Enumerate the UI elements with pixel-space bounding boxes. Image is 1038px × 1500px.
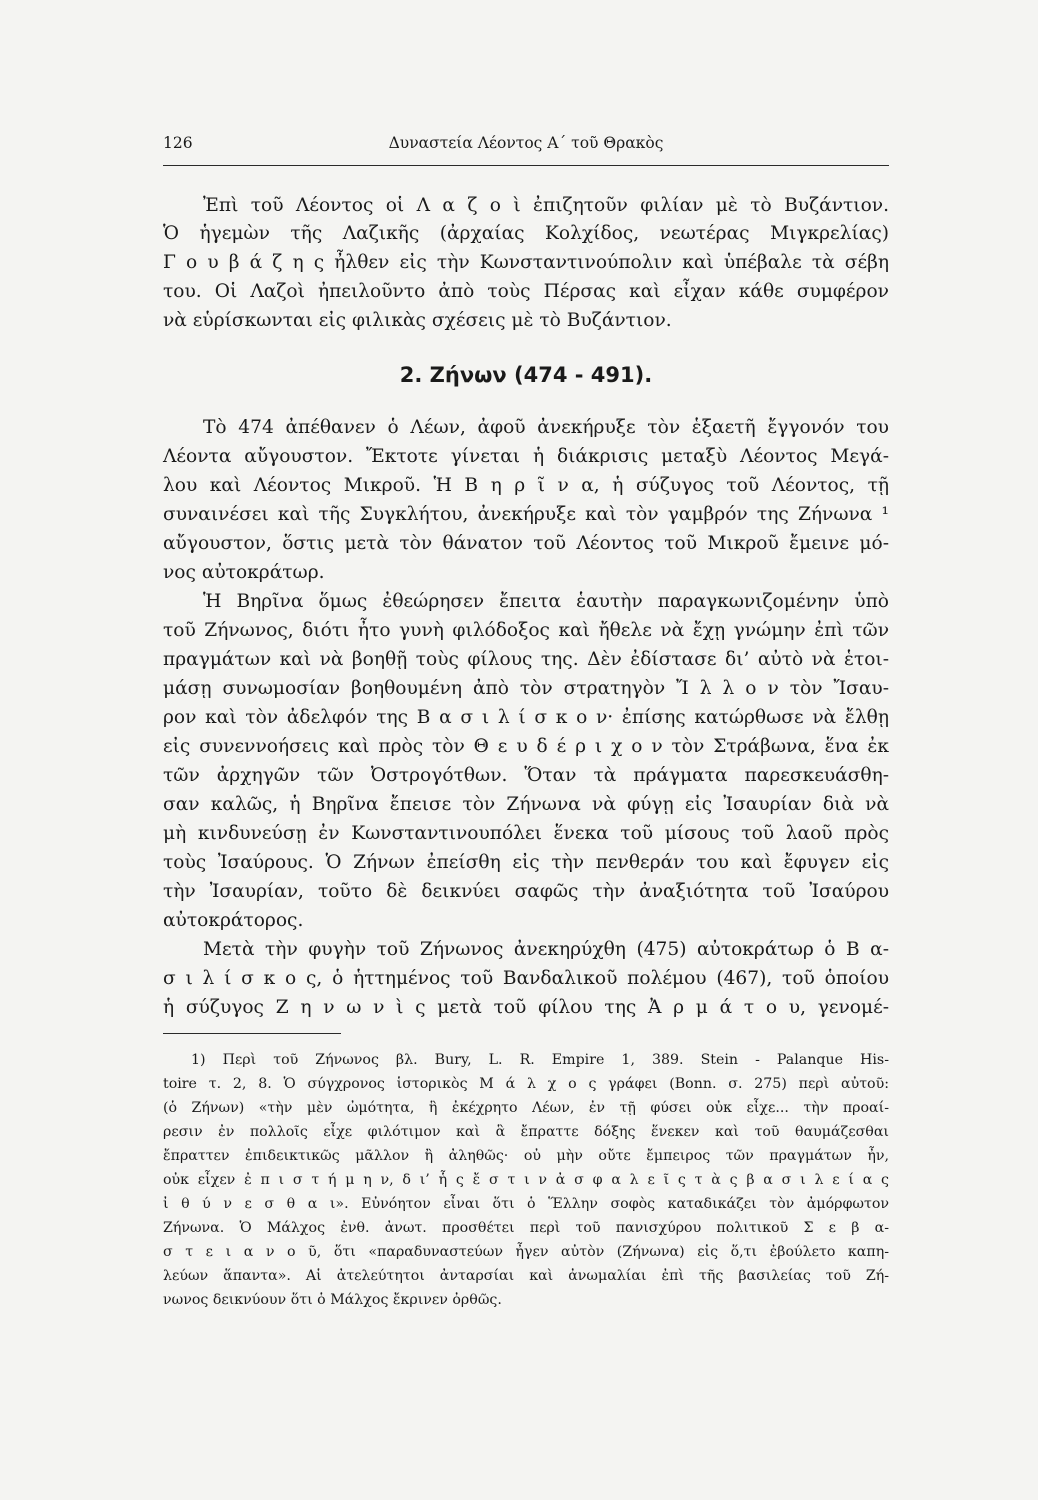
body-line: τὴν Ἰσαυρίαν, τοῦτο δὲ δεικνύει σαφῶς τὴν ἀναξιότητα τοῦ Ἰσαύρου <box>163 881 889 902</box>
footnote-line: ἔπραττεν ἐπιδεικτικῶς μᾶλλον ἢ ἀληθῶς· οὐ μὴν οὔτε ἔμπειρος τῶν πραγμάτων ἦν, <box>163 1148 889 1164</box>
footnote-line: οὐκ εἶχεν ἐ π ι σ τ ή μ η ν, δ ι’ ἧ ς ἔ σ τ ι ν ἀ σ φ α λ ε ῖ ς τ ὰ ς β α σ ι λ ε ί α ς <box>163 1172 889 1188</box>
footnote-line: ρεσιν ἐν πολλοῖς εἶχε φιλότιμον καὶ ἃ ἔπραττε δόξης ἕνεκεν καὶ τοῦ θαυμάζεσθαι <box>163 1124 889 1140</box>
body-line: συναινέσει καὶ τῆς Συγκλήτου, ἀνεκήρυξε καὶ τὸν γαμβρόν της Ζήνωνα ¹ <box>163 504 889 525</box>
body-line: εἰς συνεννοήσεις καὶ πρὸς τὸν Θ ε υ δ έ ρ ι χ ο ν τὸν Στράβωνα, ἕνα ἐκ <box>163 736 889 757</box>
body-line: σ ι λ ί σ κ ο ς, ὁ ἡττημένος τοῦ Βανδαλικοῦ πολέμου (467), τοῦ ὁποίου <box>163 968 889 989</box>
footnote-rule <box>163 1033 341 1034</box>
body-line: πραγμάτων καὶ νὰ βοηθῇ τοὺς φίλους της. Δὲν ἐδίστασε δι’ αὐτὸ νὰ ἑτοι- <box>163 649 889 670</box>
intro-line: του. Οἱ Λαζοὶ ἠπειλοῦντο ἀπὸ τοὺς Πέρσας καὶ εἶχαν κάθε συμφέρον <box>163 281 889 302</box>
body-line: τῶν ἀρχηγῶν τῶν Ὀστρογότθων. Ὅταν τὰ πράγματα παρεσκευάσθη- <box>163 765 889 786</box>
header-rule <box>163 165 889 166</box>
footnote-line: (ὁ Ζήνων) «τὴν μὲν ὠμότητα, ἣ ἐκέχρητο Λέων, ἐν τῇ φύσει οὐκ εἶχε... τὴν προαί- <box>163 1100 889 1116</box>
body-line: μὴ κινδυνεύσῃ ἐν Κωνσταντινουπόλει ἕνεκα τοῦ μίσους τοῦ λαοῦ πρὸς <box>163 823 889 844</box>
intro-line: Ὁ ἡγεμὼν τῆς Λαζικῆς (ἀρχαίας Κολχίδος, νεωτέρας Μιγκρελίας) <box>163 223 889 244</box>
body-line: λου καὶ Λέοντος Μικροῦ. Ἡ Β η ρ ῖ ν α, ἡ σύζυγος τοῦ Λέοντος, τῇ <box>163 475 889 496</box>
body-line: ρον καὶ τὸν ἀδελφόν της Β α σ ι λ ί σ κ ο ν· ἐπίσης κατώρθωσε νὰ ἔλθῃ <box>163 707 889 728</box>
footnote-line: νωνος δεικνύουν ὅτι ὁ Μάλχος ἔκρινεν ὀρθῶς. <box>163 1292 502 1308</box>
section-heading: 2. Ζήνων (474 - 491). <box>399 363 653 387</box>
body-line: Λέοντα αὔγουστον. Ἔκτοτε γίνεται ἡ διάκρισις μεταξὺ Λέοντος Μεγά- <box>163 446 889 467</box>
body-line: νος αὐτοκράτωρ. <box>163 562 325 583</box>
footnote-line: Ζήνωνα. Ὁ Μάλχος ἐνθ. ἀνωτ. προσθέτει περὶ τοῦ πανισχύρου πολιτικοῦ Σ ε β α- <box>163 1220 889 1236</box>
intro-line: Ἐπὶ τοῦ Λέοντος οἱ Λ α ζ ο ὶ ἐπιζητοῦν φιλίαν μὲ τὸ Βυζάντιον. <box>203 195 889 216</box>
running-head: Δυναστεία Λέοντος Α΄ τοῦ Θρακὸς <box>388 134 664 152</box>
footnote-line: toire τ. 2, 8. Ὁ σύγχρονος ἱστορικὸς Μ ά λ χ ο ς γράφει (Bonn. σ. 275) περὶ αὐτοῦ: <box>163 1076 889 1092</box>
body-line: αὔγουστον, ὅστις μετὰ τὸν θάνατον τοῦ Λέοντος τοῦ Μικροῦ ἔμεινε μό- <box>163 533 889 554</box>
footnote-line: 1) Περὶ τοῦ Ζήνωνος βλ. Bury, L. R. Empire 1, 389. Stein - Palanque His- <box>191 1052 889 1068</box>
footnote-line: σ τ ε ι α ν ο ῦ, ὅτι «παραδυναστεύων ἦγεν αὐτὸν (Ζήνωνα) εἰς ὅ,τι ἐβούλετο καπη- <box>163 1244 889 1260</box>
footnote-line: ἰ θ ύ ν ε σ θ α ι». Εὐνόητον εἶναι ὅτι ὁ Ἕλλην σοφὸς καταδικάζει τὸν ἀμόρφωτον <box>163 1196 889 1212</box>
page-number: 126 <box>163 134 193 152</box>
body-line: τοῦ Ζήνωνος, διότι ἦτο γυνὴ φιλόδοξος καὶ ἤθελε νὰ ἔχῃ γνώμην ἐπὶ τῶν <box>163 620 889 641</box>
body-line: σαν καλῶς, ἡ Βηρῖνα ἔπεισε τὸν Ζήνωνα νὰ φύγῃ εἰς Ἰσαυρίαν διὰ νὰ <box>163 794 889 815</box>
body-line: αὐτοκράτορος. <box>163 910 304 931</box>
page-header <box>163 134 889 156</box>
body-line: Ἡ Βηρῖνα ὅμως ἐθεώρησεν ἔπειτα ἑαυτὴν παραγκωνιζομένην ὑπὸ <box>203 591 889 612</box>
body-line: Τὸ 474 ἀπέθανεν ὁ Λέων, ἀφοῦ ἀνεκήρυξε τὸν ἑξαετῆ ἔγγονόν του <box>203 417 889 438</box>
body-line: Μετὰ τὴν φυγὴν τοῦ Ζήνωνος ἀνεκηρύχθη (475) αὐτοκράτωρ ὁ Β α- <box>203 939 889 960</box>
footnote-line: λεύων ἅπαντα». Αἱ ἀτελεύτητοι ἀνταρσίαι καὶ ἀνωμαλίαι ἐπὶ τῆς βασιλείας τοῦ Ζή- <box>163 1268 889 1284</box>
body-line: μάσῃ συνωμοσίαν βοηθουμένη ἀπὸ τὸν στρατηγὸν Ἴ λ λ ο ν τὸν Ἴσαυ- <box>163 678 889 699</box>
body-line: τοὺς Ἰσαύρους. Ὁ Ζήνων ἐπείσθη εἰς τὴν πενθεράν του καὶ ἔφυγεν εἰς <box>163 852 889 873</box>
intro-line: νὰ εὑρίσκωνται εἰς φιλικὰς σχέσεις μὲ τὸ Βυζάντιον. <box>163 310 672 331</box>
body-line: ἡ σύζυγος Ζ η ν ω ν ὶ ς μετὰ τοῦ φίλου της Ἀ ρ μ ά τ ο υ, γενομέ- <box>163 997 889 1018</box>
intro-line: Γ ο υ β ά ζ η ς ἦλθεν εἰς τὴν Κωνσταντινούπολιν καὶ ὑπέβαλε τὰ σέβη <box>163 252 889 273</box>
